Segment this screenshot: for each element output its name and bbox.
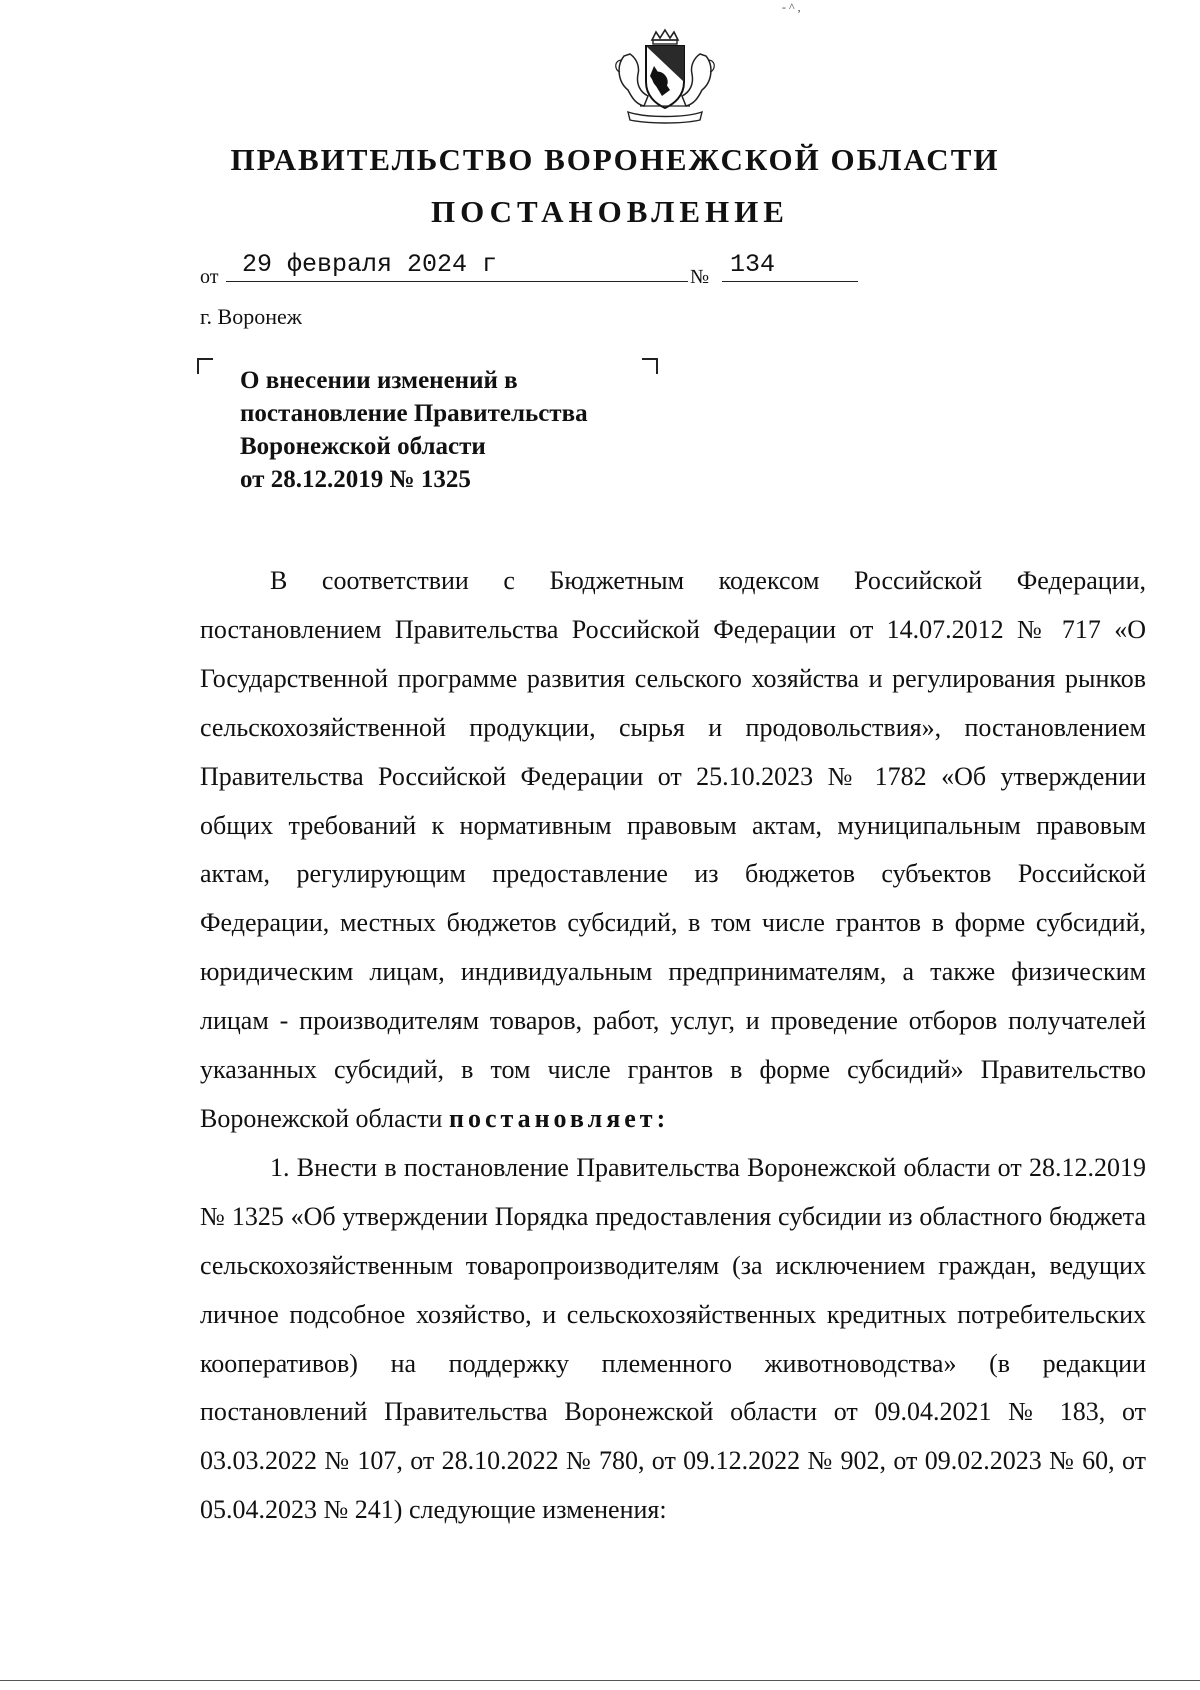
preamble-text: В соответствии с Бюджетным кодексом Российской Федерации, постановлением Правительства Российской Федерации от 14.07.2012 № 717 «О Государственной программе развития сельского хозяйства и регулирования рынков сельскохозяйственной продукции, сырья и продовольствия», постановлением Правительства Российской Федерации от 25.10.2023 № 1782 «Об утверждении общих требований к нормативным правовым актам, муниципальным правовым актам, регулирующим предоставление из бюджетов субъектов Российской Федерации, местных бюджетов субсидий, в том числе грантов в форме субсидий, юридическим лицам, индивидуальным предпринимателям, а также физическим лицам - производителям товаров, работ, услуг, и проведение отборов получателей указанных субсидий, в том числе грантов в форме субсидий» Правительство Воронежской области: [200, 566, 1146, 1133]
document-date: 29 февраля 2024 г: [226, 250, 688, 282]
document-body: [200, 557, 1146, 1535]
government-title: ПРАВИТЕЛЬСТВО ВОРОНЕЖСКОЙ ОБЛАСТИ: [230, 142, 1000, 177]
document-type: ПОСТАНОВЛЕНИЕ: [431, 194, 789, 229]
subject-bracket-left: [197, 358, 213, 374]
voronezh-coat-of-arms-icon: [610, 26, 720, 126]
date-prefix: от: [200, 266, 219, 288]
subject-line: постановление Правительства: [240, 400, 588, 427]
preamble-paragraph: [200, 557, 1146, 1144]
document-number: 134: [722, 250, 858, 282]
subject-line: О внесении изменений в: [240, 367, 518, 394]
scan-artifact: - ^ ,: [782, 0, 801, 14]
decree-word: постановляет:: [448, 1103, 670, 1133]
page-bottom-edge: [0, 1680, 1200, 1681]
item-1-paragraph: 1. Внести в постановление Правительства Воронежской области от 28.12.2019 № 1325 «Об утверждении Порядка предоставления субсидии из областного бюджета сельскохозяйственным товаропроизводителям (за исключением граждан, ведущих личное подсобное хозяйство, и сельскохозяйственных кредитных потребительских кооперативов) на поддержку племенного животноводства» (в редакции постановлений Правительства Воронежской области от 09.04.2021 № 183, от 03.03.2022 № 107, от 28.10.2022 № 780, от 09.12.2022 № 902, от 09.02.2023 № 60, от 05.04.2023 № 241) следующие изменения:: [200, 1152, 1146, 1525]
city: г. Воронеж: [200, 304, 302, 329]
subject-line: Воронежской области: [240, 433, 486, 460]
number-prefix: №: [690, 266, 710, 288]
subject-line: от 28.12.2019 № 1325: [240, 466, 471, 493]
document-subject: [240, 364, 660, 496]
